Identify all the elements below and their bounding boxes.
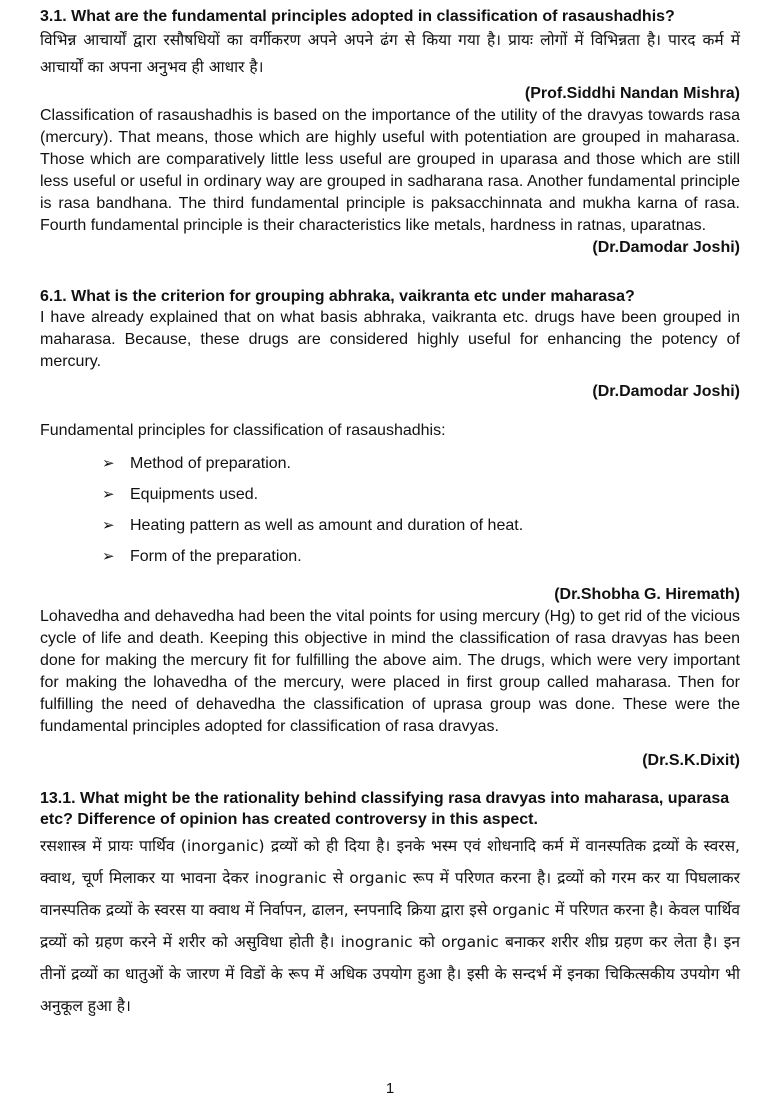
- page-number: 1: [385, 1080, 395, 1097]
- attribution-joshi-1: (Dr.Damodar Joshi): [592, 239, 740, 256]
- hindi-answer-13-1: रसशास्त्र में प्रायः पार्थिव (inorganic) द्रव्यों को ही दिया है। इनके भस्म एवं शोधनादि कर्म में वानस्पतिक द्रव्यों के स्वरस, क्वाथ, चूर्ण मिलाकर या भावना देकर inogranic से organic रूप में परिणत करना है। द्रव्यों को गरम कर या पिघलाकर वानस्पतिक द्रव्यों के स्वरस या क्वाथ में निर्वापन, ढालन, स्नपनादि क्रिया द्वारा इसे organic में परिणत करना है। केवल पार्थिव द्रव्यों को ग्रहण करने में शरीर को असुविधा होती है। inogranic को organic बनाकर शरीर शीघ्र ग्रहण कर लेता है। इन तीनों द्रव्यों का धातुओं के जारण में विडों के रूप में अधिक उपयोग हुआ है। इसी के सन्दर्भ में इनका चिकित्सकीय उपयोग भी अनुकूल हुआ है।: [40, 837, 740, 1015]
- question-3-1: 3.1. What are the fundamental principles adopted in classification of rasaushadhis?: [40, 8, 675, 25]
- list-item: ➢ Form of the preparation.: [102, 541, 740, 572]
- section-fundamentals: [40, 420, 740, 772]
- arrowhead-bullet-icon: ➢: [102, 548, 115, 565]
- fundamentals-list: [40, 448, 740, 572]
- attribution-joshi-2: (Dr.Damodar Joshi): [592, 383, 740, 400]
- attribution-dixit: (Dr.S.K.Dixit): [642, 752, 740, 769]
- arrowhead-bullet-icon: ➢: [102, 517, 115, 534]
- list-item: ➢ Heating pattern as well as amount and duration of heat.: [102, 510, 740, 541]
- fundamentals-intro: Fundamental principles for classification of rasaushadhis:: [40, 422, 446, 439]
- question-6-1: 6.1. What is the criterion for grouping abhraka, vaikranta etc under maharasa?: [40, 288, 635, 305]
- attribution-mishra: (Prof.Siddhi Nandan Mishra): [524, 85, 740, 102]
- section-13-1: [40, 788, 740, 1022]
- section-3-1: [40, 6, 740, 259]
- arrowhead-bullet-icon: ➢: [102, 486, 115, 503]
- section-6-1: [40, 286, 740, 403]
- english-answer-6-1: I have already explained that on what basis abhraka, vaikranta etc. drugs have been grouped in maharasa. Because, these drugs are considered highly useful for enhancing the potency of mercury.: [40, 309, 740, 370]
- english-answer-dixit: Lohavedha and dehavedha had been the vital points for using mercury (Hg) to get rid of the vicious cycle of life and death. Keeping this objective in mind the classification of rasa dravyas has been done for making the mercury fit for fulfilling the above aim. The drugs, which were very important for making the lohavedha of the mercury, were placed in first group called maharasa. Then for fulfilling the need of dehavedha the classification of uprasa group was done. These were the fundamental principles adopted for classification of rasa dravyas.: [40, 608, 740, 735]
- attribution-hiremath: (Dr.Shobha G. Hiremath): [554, 586, 740, 603]
- arrowhead-bullet-icon: ➢: [102, 455, 115, 472]
- list-item: ➢ Method of preparation.: [102, 448, 740, 479]
- list-item: ➢ Equipments used.: [102, 479, 740, 510]
- question-13-1: 13.1. What might be the rationality behind classifying rasa dravyas into maharasa, uparasa etc? Difference of opinion has created controversy in this aspect.: [40, 790, 730, 828]
- hindi-answer-3-1: विभिन्न आचार्यों द्वारा रसौषधियों का वर्गीकरण अपने अपने ढंग से किया गया है। प्रायः लोगों में विभिन्नता है। पारद कर्म में आचार्यों का अपना अनुभव ही आधार है।: [40, 31, 740, 76]
- english-answer-3-1: Classification of rasaushadhis is based on the importance of the utility of the dravyas towards rasa (mercury). That means, those which are highly useful with potentiation are grouped in maharasa. Those which are comparatively little less useful are grouped in uparasa and those which are still less useful or useful in ordinary way are grouped in sadharana rasa. Another fundamental principle is rasa bandhana. The third fundamental principle is paksacchinnata and mukha karna of rasa. Fourth fundamental principle is their characteristics like metals, hardness in ratnas, uparatnas.: [40, 107, 740, 234]
